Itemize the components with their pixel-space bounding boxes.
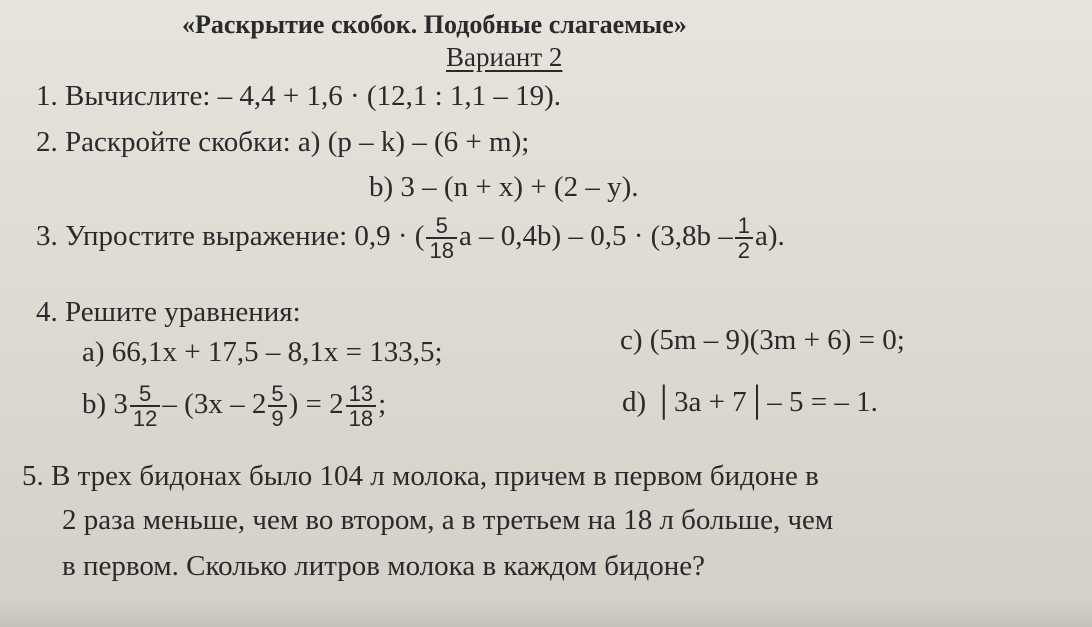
task-3-middle: a – 0,4b) – 0,5 · (3,8b – (458, 219, 733, 252)
task-5-line-1: 5. В трех бидонах было 104 л молока, причем в первом бидоне в (22, 460, 819, 492)
fraction-5-9 (268, 382, 286, 430)
fraction-numerator: 13 (348, 381, 374, 406)
fraction-numerator: 1 (737, 213, 751, 238)
task-3 (36, 214, 785, 262)
fraction-denominator: 18 (346, 405, 376, 430)
fraction-numerator: 5 (139, 381, 152, 406)
task-2a: 2. Раскройте скобки: a) (p – k) – (6 + m); (36, 126, 530, 158)
fraction-denominator: 12 (130, 405, 160, 430)
fraction-13-18 (346, 382, 376, 430)
fraction-denominator: 9 (268, 405, 286, 430)
task-4b-prefix: b) 3 (82, 387, 128, 420)
fraction-5-18 (426, 214, 456, 262)
variant-label: Вариант 2 (446, 42, 563, 72)
worksheet-title: «Раскрытие скобок. Подобные слагаемые» (182, 10, 687, 39)
task-2b: b) 3 – (n + x) + (2 – y). (369, 171, 639, 203)
task-4c: c) (5m – 9)(3m + 6) = 0; (620, 324, 905, 356)
task-5-line-2: 2 раза меньше, чем во втором, а в третьем на 18 л больше, чем (62, 504, 834, 536)
task-4a: a) 66,1x + 17,5 – 8,1x = 133,5; (82, 336, 443, 368)
fraction-denominator: 18 (426, 237, 456, 262)
fraction-5-12 (130, 382, 160, 430)
task-5-line-3: в первом. Сколько литров молока в каждом бидоне? (62, 550, 706, 582)
fraction-numerator: 5 (435, 213, 448, 238)
task-3-suffix: a). (755, 219, 785, 252)
task-4b-equals: ) = 2 (288, 387, 344, 420)
task-3-prefix: 3. Упростите выражение: 0,9 · ( (36, 219, 425, 252)
page-shadow (0, 600, 1092, 627)
task-4-heading: 4. Решите уравнения: (36, 296, 301, 328)
task-4b-end: ; (378, 387, 387, 420)
fraction-1-2 (735, 214, 753, 262)
task-4b (82, 382, 386, 430)
task-4b-middle: – (3x – 2 (162, 387, 267, 420)
fraction-denominator: 2 (735, 237, 753, 262)
task-1: 1. Вычислите: – 4,4 + 1,6 · (12,1 : 1,1 – 19). (36, 80, 562, 112)
fraction-numerator: 5 (271, 381, 284, 406)
task-4d: d) │3a + 7│– 5 = – 1. (622, 386, 878, 418)
